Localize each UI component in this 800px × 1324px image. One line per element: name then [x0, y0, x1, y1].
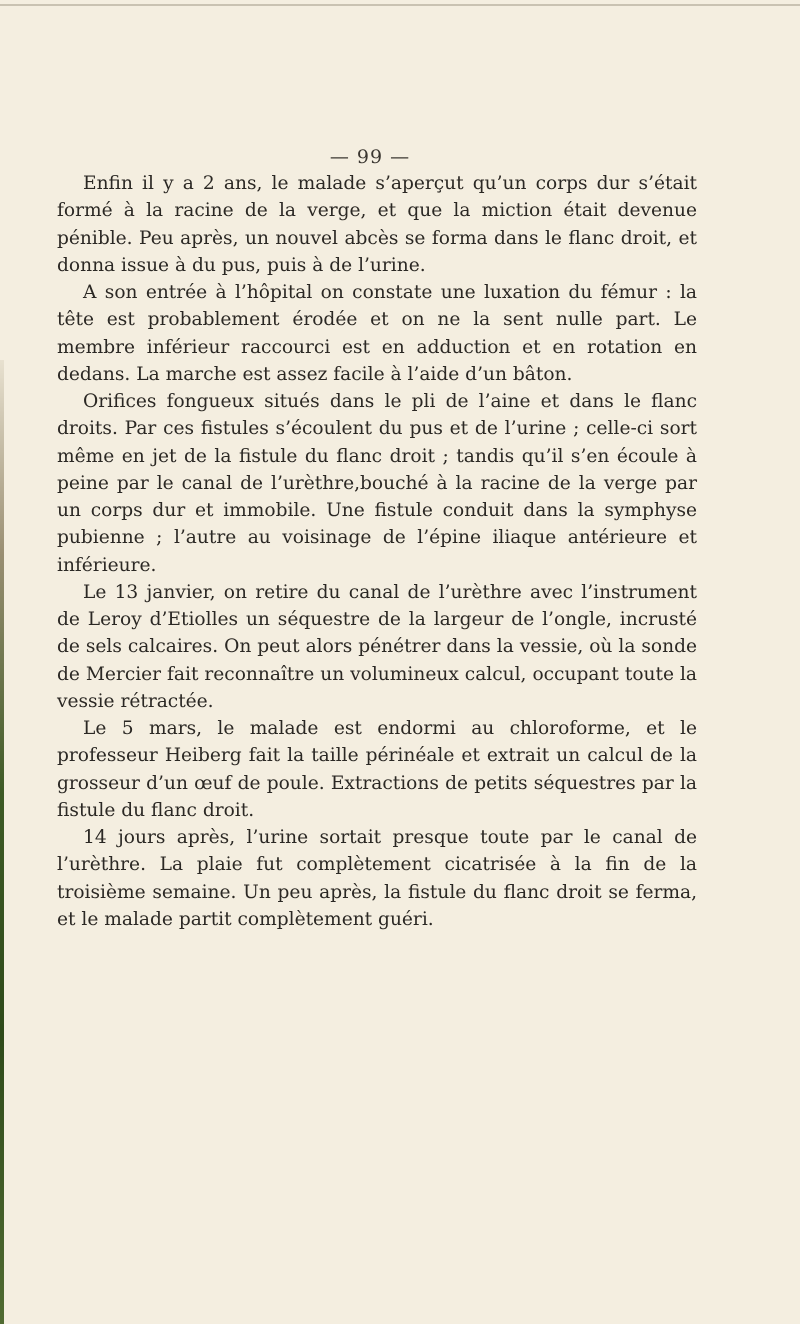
paragraph-3: Orifices fongueux situés dans le pli de l’aine et dans le flanc droits. Par ces fistules s’écoulent du pus et de l’urine ; celle-ci sort même en jet de la fistule du flanc droit ; tandis qu’il s’en écoule à peine par le canal de l’urèthre,bouché à la racine de la verge par un corps dur et immobile. Une fistule conduit dans la symphyse pubienne ; l’autre au voisinage de l’épine iliaque antérieure et inférieure.	[57, 391, 697, 576]
paragraph-6: 14 jours après, l’urine sortait presque toute par le canal de l’urèthre. La plaie fut complètement cicatrisée à la fin de la troisième semaine. Un peu après, la fistule du flanc droit se ferma, et le malade partit complètement guéri.	[57, 827, 697, 930]
page-number: — 99 —	[329, 146, 411, 168]
top-edge-rule	[0, 4, 800, 6]
paragraph-1: Enfin il y a 2 ans, le malade s’aperçut qu’un corps dur s’était formé à la racine de la verge, et que la miction était devenue pénible. Peu après, un nouvel abcès se forma dans le flanc droit, et donna issue à du pus, puis à de l’urine.	[57, 173, 697, 276]
page-body	[57, 170, 697, 933]
paragraph-5: Le 5 mars, le malade est endormi au chloroforme, et le professeur Heiberg fait la taille périnéale et extrait un calcul de la grosseur d’un œuf de poule. Extractions de petits séquestres par la fistule du flanc droit.	[57, 718, 697, 821]
paragraph-4: Le 13 janvier, on retire du canal de l’urèthre avec l’instrument de Leroy d’Etiolles un séquestre de la largeur de l’ongle, incrusté de sels calcaires. On peut alors pénétrer dans la vessie, où la sonde de Mercier fait reconnaître un volumineux calcul, occupant toute la vessie rétractée.	[57, 581, 697, 712]
page-binding-edge	[0, 360, 4, 1324]
paragraph-2: A son entrée à l’hôpital on constate une luxation du fémur : la tête est probablement érodée et on ne la sent nulle part. Le membre inférieur raccourci est en adduction et en rotation en dedans. La marche est assez facile à l’aide d’un bâton.	[57, 282, 697, 385]
